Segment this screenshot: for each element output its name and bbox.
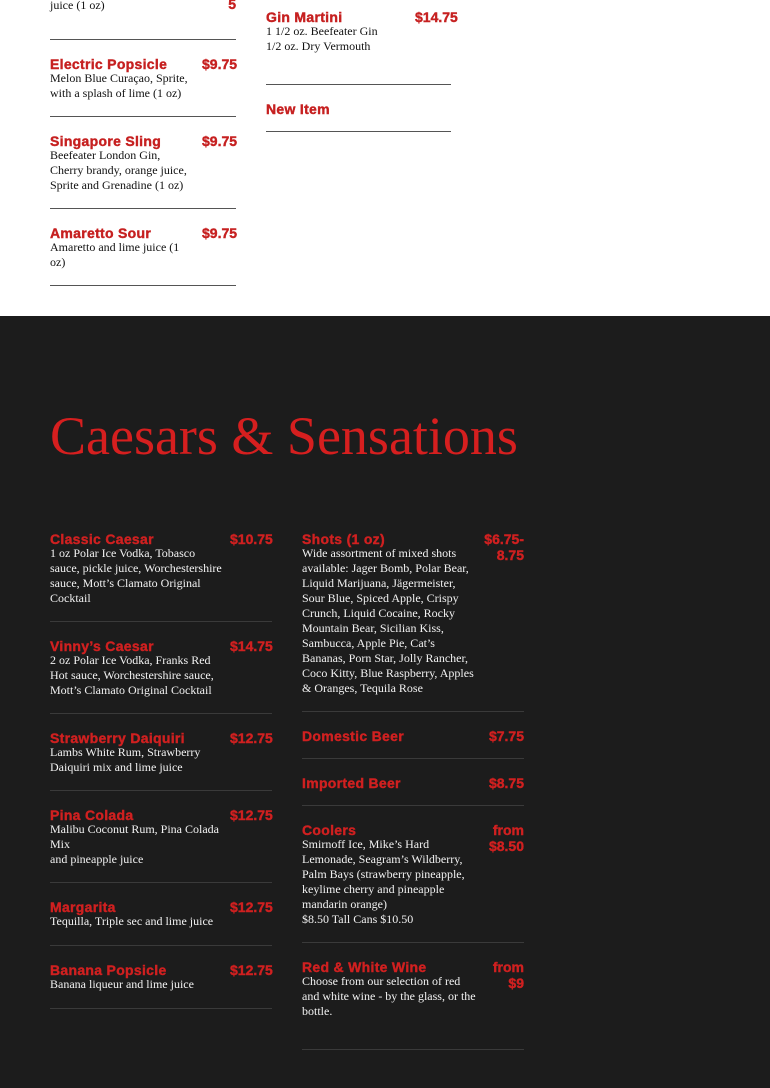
item-description xyxy=(302,546,478,696)
item-description xyxy=(50,653,240,698)
description-line: Sambucca, Apple Pie, Cat’s xyxy=(302,636,435,650)
item-price: $14.75 xyxy=(230,638,273,654)
item-description xyxy=(50,546,240,606)
description-line: Amaretto and lime juice (1 xyxy=(50,240,180,254)
description-line: Malibu Coconut Rum, Pina Colada xyxy=(50,822,219,836)
item-name: Pina Colada xyxy=(50,807,134,823)
menu-item xyxy=(302,775,524,806)
description-line: Sour Blue, Spiced Apple, Crispy xyxy=(302,591,459,605)
description-line: oz) xyxy=(50,255,66,269)
menu-item xyxy=(266,9,458,85)
item-price: $8.75 xyxy=(488,775,524,791)
item-description xyxy=(50,240,190,270)
description-line: Coco Kitty, Blue Raspberry, Apples xyxy=(302,666,474,680)
item-price: $9.75 xyxy=(202,56,238,72)
description-line: keylime cherry and pineapple xyxy=(302,882,445,896)
item-name: Electric Popsicle xyxy=(50,56,168,72)
menu-item-new xyxy=(266,101,451,132)
menu-item xyxy=(50,531,272,622)
item-name: Imported Beer xyxy=(302,775,401,791)
description-line: Wide assortment of mixed shots xyxy=(302,546,457,560)
description-line: Lambs White Rum, Strawberry xyxy=(50,745,201,759)
description-line: sauce, Mott’s Clamato Original xyxy=(50,576,201,590)
description-line: 2 oz Polar Ice Vodka, Franks Red xyxy=(50,653,211,667)
item-description xyxy=(266,24,406,54)
item-price: $9.75 xyxy=(202,225,238,241)
item-description xyxy=(50,148,195,193)
item-price: 5 xyxy=(228,0,236,12)
description-line: Mix xyxy=(50,837,71,851)
item-description xyxy=(50,745,240,775)
menu-item xyxy=(50,638,272,714)
menu-item xyxy=(50,225,236,286)
description-line: Beefeater London Gin, xyxy=(50,148,161,162)
menu-item xyxy=(302,959,524,1050)
item-price: $12.75 xyxy=(230,899,273,915)
description-line: $8.50 Tall Cans $10.50 xyxy=(302,912,414,926)
menu-item xyxy=(302,531,524,712)
item-price: from $9 xyxy=(492,959,524,991)
item-name: Banana Popsicle xyxy=(50,962,167,978)
item-name: Gin Martini xyxy=(266,9,343,25)
description-line: Bananas, Porn Star, Jolly Rancher, xyxy=(302,651,469,665)
description-line: Mott’s Clamato Original Cocktail xyxy=(50,683,212,697)
item-description xyxy=(50,914,240,929)
description-line: 1 1/2 oz. Beefeater Gin xyxy=(266,24,378,38)
description-line: Choose from our selection of red xyxy=(302,974,461,988)
item-description xyxy=(50,71,195,101)
menu-item xyxy=(302,822,524,943)
menu-item xyxy=(50,730,272,791)
item-name: Shots (1 oz) xyxy=(302,531,385,547)
menu-item xyxy=(50,133,236,209)
item-price: $14.75 xyxy=(415,9,458,25)
section-title: Caesars & Sensations xyxy=(50,406,518,466)
description-line: Mountain Bear, Sicilian Kiss, xyxy=(302,621,444,635)
item-description xyxy=(50,977,240,992)
item-name: Coolers xyxy=(302,822,357,838)
menu-item xyxy=(302,728,524,759)
description-line: Daiquiri mix and lime juice xyxy=(50,760,183,774)
description-line: Banana liqueur and lime juice xyxy=(50,977,194,991)
item-description xyxy=(302,837,478,927)
description-line: Palm Bays (strawberry pineapple, xyxy=(302,867,465,881)
item-name: Singapore Sling xyxy=(50,133,162,149)
item-name: Vinny’s Caesar xyxy=(50,638,154,654)
description-line: Melon Blue Curaçao, Sprite, xyxy=(50,71,188,85)
top-menu-section xyxy=(0,0,770,316)
menu-item xyxy=(50,0,236,40)
description-line: available: Jager Bomb, Polar Bear, xyxy=(302,561,469,575)
description-line: Crunch, Liquid Cocaine, Rocky xyxy=(302,606,455,620)
item-price: $12.75 xyxy=(230,730,273,746)
menu-item xyxy=(50,807,272,883)
description-line: with a splash of lime (1 oz) xyxy=(50,86,182,100)
item-price: $12.75 xyxy=(230,962,273,978)
description-line: and pineapple juice xyxy=(50,852,144,866)
item-price: $9.75 xyxy=(202,133,238,149)
item-name: Amaretto Sour xyxy=(50,225,152,241)
menu-item xyxy=(50,56,236,117)
item-name: Domestic Beer xyxy=(302,728,404,744)
item-price: from $8.50 xyxy=(488,822,524,854)
item-price: $6.75-8.75 xyxy=(484,531,524,563)
description-line: bottle. xyxy=(302,1004,333,1018)
description-line: Sprite and Grenadine (1 oz) xyxy=(50,178,184,192)
item-name: Classic Caesar xyxy=(50,531,154,547)
item-price: $12.75 xyxy=(230,807,273,823)
description-line: and white wine - by the glass, or the xyxy=(302,989,476,1003)
description-line: Hot sauce, Worchestershire sauce, xyxy=(50,668,214,682)
caesars-section xyxy=(0,316,770,1088)
description-line: juice (1 oz) xyxy=(50,0,105,12)
description-line: mandarin orange) xyxy=(302,897,387,911)
description-line: Cocktail xyxy=(50,591,91,605)
item-description xyxy=(50,0,200,13)
description-line: 1 oz Polar Ice Vodka, Tobasco xyxy=(50,546,196,560)
description-line: Tequilla, Triple sec and lime juice xyxy=(50,914,214,928)
description-line: 1/2 oz. Dry Vermouth xyxy=(266,39,371,53)
menu-item xyxy=(50,962,272,1009)
item-price: $7.75 xyxy=(488,728,524,744)
description-line: Liquid Marijuana, Jägermeister, xyxy=(302,576,456,590)
item-name: New Item xyxy=(266,101,330,117)
description-line: Lemonade, Seagram’s Wildberry, xyxy=(302,852,463,866)
menu-item xyxy=(50,899,272,946)
item-price: $10.75 xyxy=(230,531,273,547)
item-name: Margarita xyxy=(50,899,116,915)
description-line: Smirnoff Ice, Mike’s Hard xyxy=(302,837,430,851)
item-name: Strawberry Daiquiri xyxy=(50,730,185,746)
item-name: Red & White Wine xyxy=(302,959,427,975)
description-line: Cherry brandy, orange juice, xyxy=(50,163,187,177)
item-description xyxy=(302,974,482,1019)
description-line: sauce, pickle juice, Worchestershire xyxy=(50,561,222,575)
item-description xyxy=(50,822,240,867)
description-line: & Oranges, Tequila Rose xyxy=(302,681,423,695)
